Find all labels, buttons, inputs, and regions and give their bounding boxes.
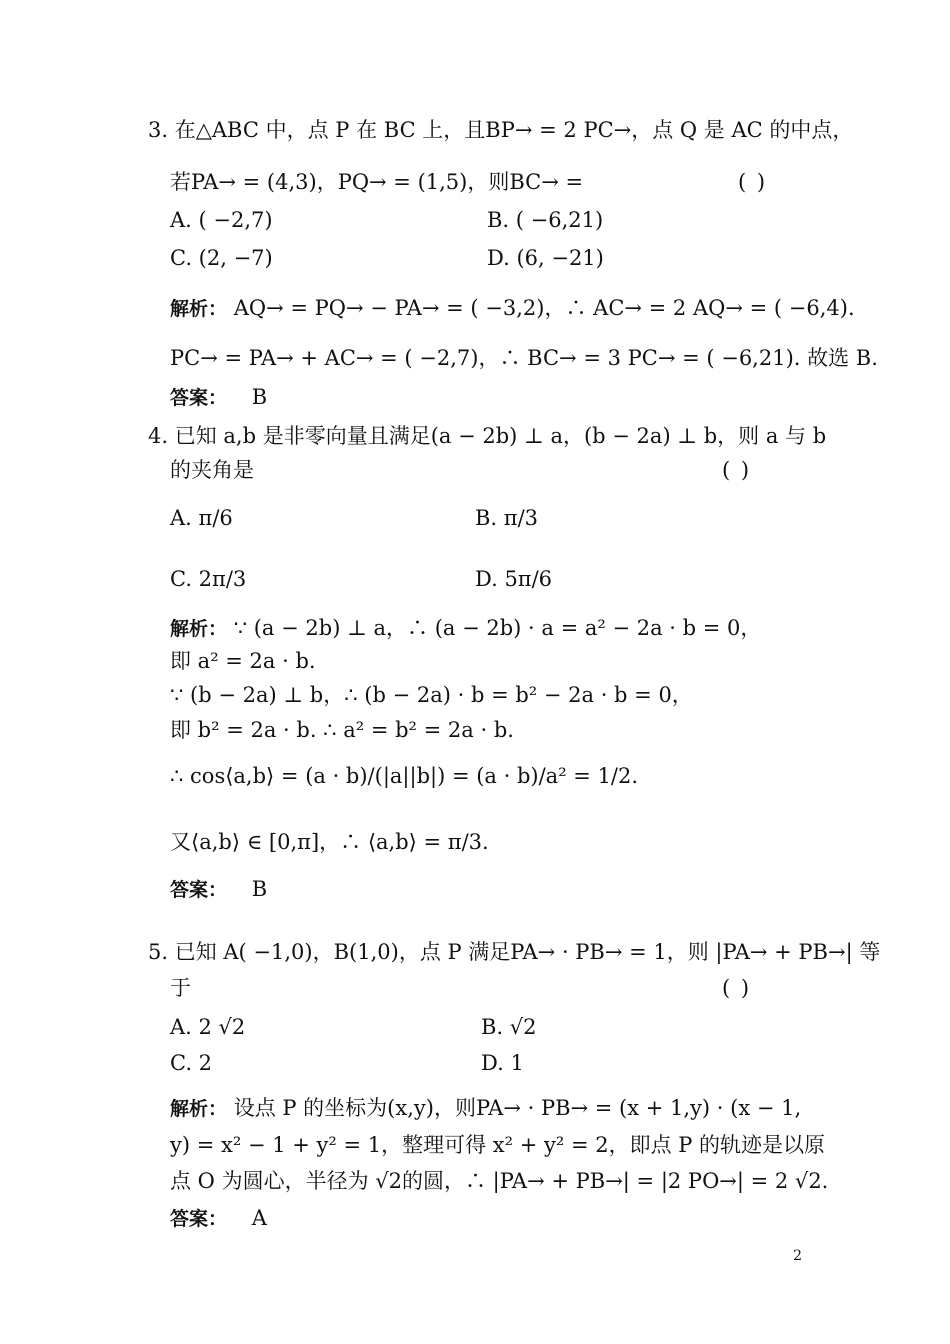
q5-answer-line — [170, 1204, 267, 1233]
q3-answer-line — [170, 383, 267, 412]
q5-analysis-line1 — [170, 1094, 801, 1123]
q4-answer-line — [170, 875, 267, 904]
q5-answer-value: A — [251, 1206, 267, 1230]
q3-answer-blank: ( ) — [738, 170, 768, 194]
q5-answer-blank: ( ) — [722, 976, 752, 1000]
q5-option-a: A. 2 √2 — [170, 1015, 246, 1039]
q5-option-d: D. 1 — [481, 1051, 524, 1075]
q3-analysis-line2: PC→ = PA→ + AC→ = ( −2,7)，∴ BC→ = 3 PC→ = ( −6,21). 故选 B. — [170, 346, 878, 370]
q3-option-c: C. (2, −7) — [170, 246, 273, 270]
q5-analysis-line3: 点 O 为圆心，半径为 √2的圆，∴ |PA→ + PB→| = |2 PO→| = 2 √2. — [170, 1169, 829, 1193]
q4-analysis-line6: 又⟨a,b⟩ ∈ [0,π]，∴ ⟨a,b⟩ = π/3. — [170, 830, 489, 854]
q3-stem-line2: 若PA→ = (4,3)，PQ→ = (1,5)，则BC→ = — [170, 170, 584, 194]
q4-option-b: B. π/3 — [475, 506, 539, 530]
q4-analysis-line3: ∵ (b − 2a) ⊥ b，∴ (b − 2a) · b = b² − 2a · b = 0， — [170, 683, 693, 707]
q3-answer-label: 答案： — [170, 387, 228, 409]
q4-analysis-line4: 即 b² = 2a · b. ∴ a² = b² = 2a · b. — [170, 718, 514, 742]
q4-analysis-line1 — [170, 614, 761, 643]
page-number: 2 — [793, 1248, 802, 1264]
q5-stem-line1: 5. 已知 A( −1,0)，B(1,0)，点 P 满足PA→ · PB→ = 1，则 |PA→ + PB→| 等 — [148, 940, 881, 964]
q3-option-d: D. (6, −21) — [487, 246, 604, 270]
q3-analysis-label: 解析： — [170, 298, 228, 320]
q3-option-b: B. ( −6,21) — [487, 208, 604, 232]
q4-analysis-line5: ∴ cos⟨a,b⟩ = (a · b)/(|a||b|) = (a · b)/a² = 1/2. — [170, 764, 639, 788]
q3-option-a: A. ( −2,7) — [170, 208, 273, 232]
q4-answer-value: B — [251, 877, 268, 901]
q4-option-a: A. π/6 — [170, 506, 233, 530]
q5-option-b: B. √2 — [481, 1015, 537, 1039]
q5-option-c: C. 2 — [170, 1051, 213, 1075]
q4-stem-line2: 的夹角是 — [170, 458, 254, 482]
q4-analysis-text1: ∵ (a − 2b) ⊥ a，∴ (a − 2b) · a = a² − 2a · b = 0， — [233, 616, 762, 640]
q3-stem-line1: 3. 在△ABC 中，点 P 在 BC 上，且BP→ = 2 PC→，点 Q 是 AC 的中点， — [148, 118, 854, 142]
q4-option-c: C. 2π/3 — [170, 567, 247, 591]
q5-analysis-text1: 设点 P 的坐标为(x,y)，则PA→ · PB→ = (x + 1,y) · (x − 1, — [233, 1096, 802, 1120]
q5-analysis-line2: y) = x² − 1 + y² = 1，整理可得 x² + y² = 2，即点 P 的轨迹是以原 — [170, 1133, 826, 1157]
q3-analysis-text1: AQ→ = PQ→ − PA→ = ( −3,2)，∴ AC→ = 2 AQ→ = ( −6,4). — [233, 296, 855, 320]
q4-analysis-label: 解析： — [170, 618, 228, 640]
q4-option-d: D. 5π/6 — [475, 567, 553, 591]
q4-answer-blank: ( ) — [722, 458, 752, 482]
q4-analysis-line2: 即 a² = 2a · b. — [170, 649, 316, 673]
q5-analysis-label: 解析： — [170, 1098, 228, 1120]
q3-answer-value: B — [251, 385, 268, 409]
q5-answer-label: 答案： — [170, 1208, 228, 1230]
q5-stem-line2: 于 — [170, 976, 191, 1000]
q4-stem-line1: 4. 已知 a,b 是非零向量且满足(a − 2b) ⊥ a，(b − 2a) ⊥ b，则 a 与 b — [148, 424, 827, 448]
q4-answer-label: 答案： — [170, 879, 228, 901]
q3-analysis-line1 — [170, 294, 855, 323]
